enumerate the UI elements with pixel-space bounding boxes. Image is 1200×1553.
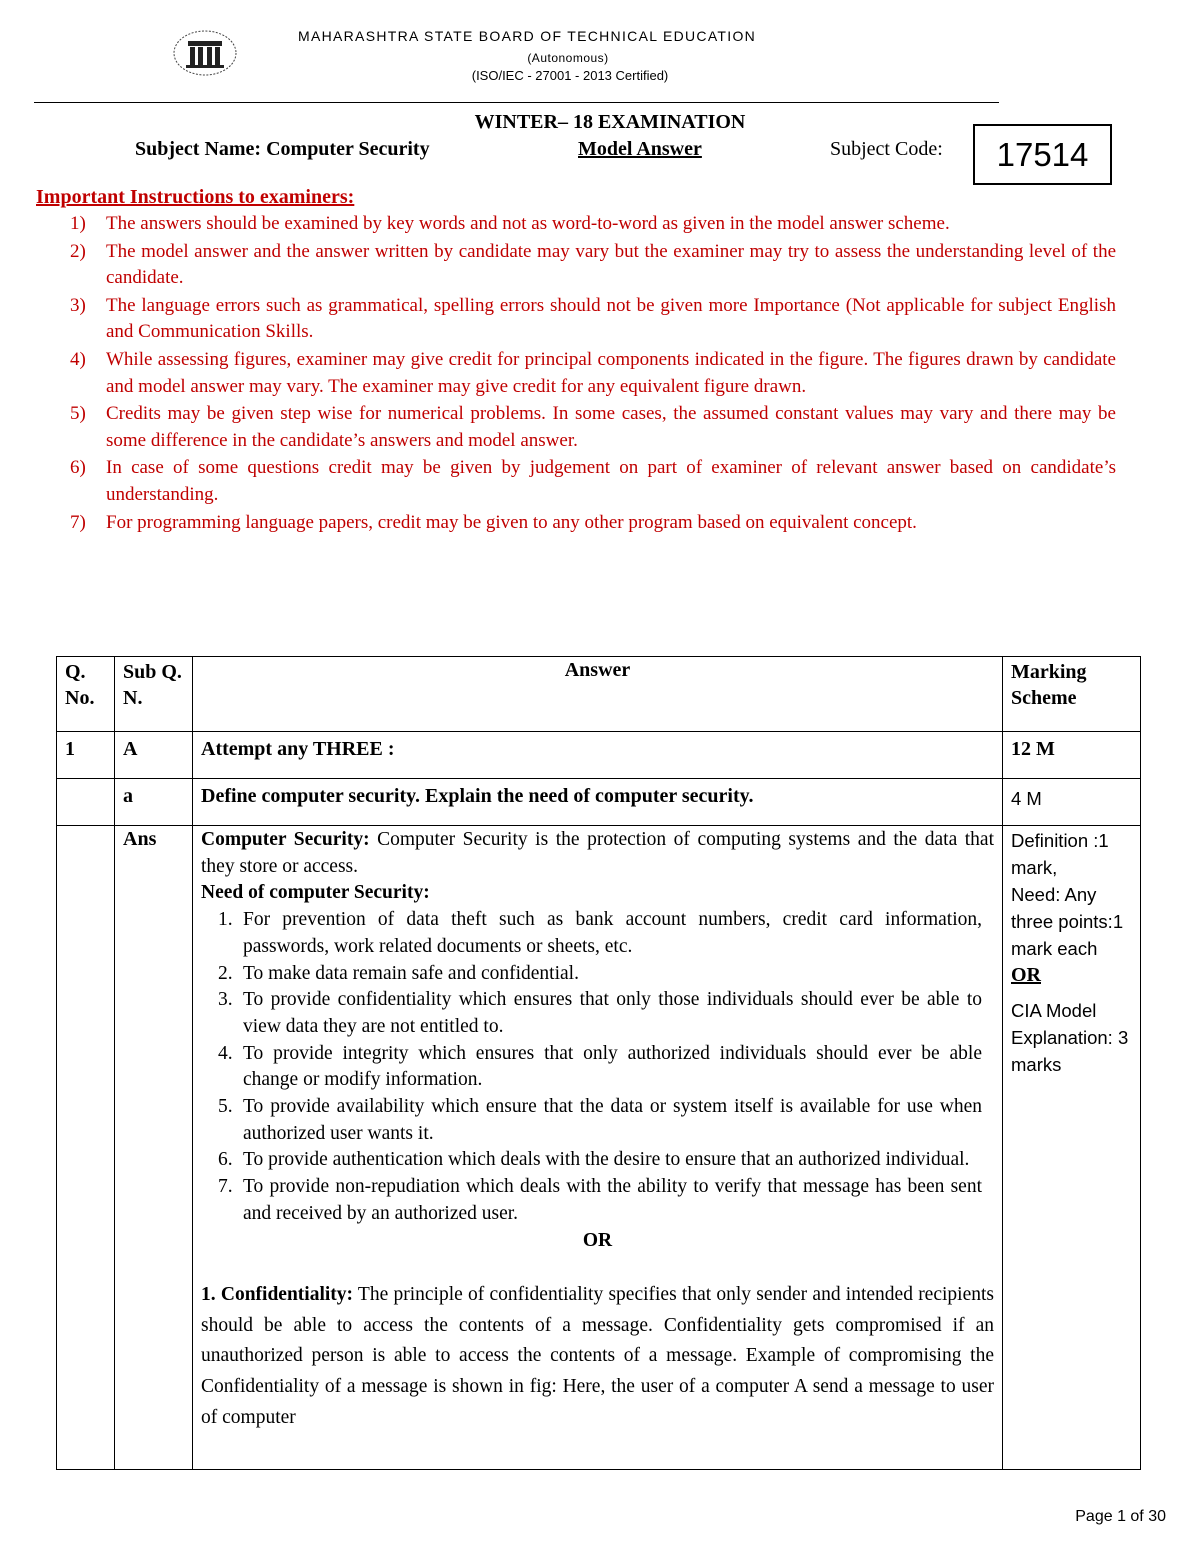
- subject-code-label: Subject Code:: [830, 138, 943, 160]
- instruction-number: 2): [70, 240, 86, 262]
- row-subqn: a: [115, 779, 193, 826]
- instruction-number: 6): [70, 457, 86, 479]
- instruction-text: The model answer and the answer written by candidate may vary but the examiner may try to assess the understanding level of the candidate.: [106, 240, 1116, 289]
- list-item: [201, 1094, 982, 1147]
- table-row: [57, 826, 1141, 1470]
- header-answer: Answer: [193, 657, 1003, 732]
- item-text: For prevention of data theft such as bank account numbers, credit card information, passwords, work related documents or sheets, etc.: [243, 909, 982, 957]
- list-item: [201, 907, 982, 960]
- instruction-item: [36, 510, 1116, 537]
- table-header-row: [57, 657, 1141, 732]
- msbte-logo: [172, 28, 238, 78]
- board-name: MAHARASHTRA STATE BOARD OF TECHNICAL EDUCATION: [298, 28, 757, 44]
- row-answer: Define computer security. Explain the need of computer security.: [193, 779, 1003, 826]
- list-item: [201, 987, 982, 1040]
- row-subqn: A: [115, 732, 193, 779]
- answer-table: [56, 656, 1141, 1470]
- item-text: To provide confidentiality which ensures that only those individuals should ever be able to view data they are not entitled to.: [243, 989, 982, 1037]
- item-text: To provide integrity which ensures that only authorized individuals should ever be able change or modify information.: [243, 1042, 982, 1091]
- iso-certification: (ISO/IEC - 27001 - 2013 Certified): [471, 68, 669, 83]
- instruction-text: The answers should be examined by key words and not as word-to-word as given in the model answer scheme.: [106, 213, 950, 234]
- definition-paragraph: [201, 827, 994, 880]
- or-separator: OR: [582, 1229, 613, 1251]
- instruction-number: 1): [70, 213, 86, 234]
- instruction-number: 3): [70, 294, 86, 316]
- subject-code-box: 17514: [973, 124, 1112, 185]
- spacer: [201, 1254, 994, 1280]
- instruction-item: [36, 455, 1116, 508]
- marking-need: Need: Any three points:1 mark each: [1011, 884, 1124, 959]
- subject-name: Subject Name: Computer Security: [135, 138, 430, 160]
- need-list: [201, 907, 994, 1227]
- item-text: To make data remain safe and confidential.: [243, 962, 579, 984]
- header-qno: Q. No.: [57, 657, 115, 732]
- marking-cia: CIA Model Explanation: 3 marks: [1011, 1000, 1129, 1075]
- list-item: [201, 1174, 982, 1227]
- header-marking: Marking Scheme: [1003, 657, 1141, 732]
- instruction-number: 5): [70, 403, 86, 425]
- instructions-list: [36, 211, 1116, 537]
- marking-or: OR: [1011, 964, 1041, 986]
- row-marks: 4 M: [1003, 779, 1141, 826]
- instruction-number: 4): [70, 349, 86, 371]
- autonomous-label: (Autonomous): [527, 51, 609, 65]
- need-heading: Need of computer Security:: [201, 882, 430, 904]
- instruction-item: [36, 211, 1116, 238]
- page-number: Page 1 of 30: [1075, 1508, 1166, 1525]
- instruction-text: While assessing figures, examiner may give credit for principal components indicated in the figure. The figures drawn by candidate and model answer may vary. The examiner may give credit for any equivalent figure drawn.: [106, 349, 1116, 397]
- item-text: To provide non-repudiation which deals with the ability to verify that message has been sent and received by an authorized user.: [243, 1176, 982, 1224]
- answer-body: [193, 826, 1003, 1470]
- header-subqn: Sub Q. N.: [115, 657, 193, 732]
- confidentiality-label: 1. Confidentiality:: [201, 1284, 354, 1306]
- item-number: 6.: [218, 1149, 233, 1171]
- marking-definition: Definition :1 mark,: [1011, 830, 1109, 878]
- confidentiality-text: The principle of confidentiality specifies that only sender and intended recipients should be able to access the contents of a message. Confidentiality gets compromised if an unauthorized person is able to access the contents of a message. Example of compromising the Confidentiality of a message is shown in fig: Here, the user of a computer A send a message to user of computer: [201, 1284, 994, 1428]
- instruction-text: In case of some questions credit may be given by judgement on part of examiner of relevant answer based on candidate’s understanding.: [106, 457, 1116, 505]
- item-number: 1.: [218, 909, 233, 931]
- table-row: [57, 732, 1141, 779]
- list-item: [201, 1147, 982, 1174]
- instruction-item: [36, 293, 1116, 346]
- exam-title: WINTER– 18 EXAMINATION: [474, 111, 746, 133]
- item-number: 2.: [218, 962, 233, 984]
- list-item: [201, 961, 982, 988]
- row-qno: [57, 826, 115, 1470]
- instruction-number: 7): [70, 511, 86, 533]
- item-text: To provide availability which ensure that the data or system itself is available for use when authorized user wants it.: [243, 1096, 982, 1144]
- model-answer-label: Model Answer: [578, 138, 702, 160]
- instructions-heading: Important Instructions to examiners:: [36, 186, 355, 208]
- item-number: 3.: [218, 989, 233, 1011]
- instruction-text: Credits may be given step wise for numerical problems. In some cases, the assumed constant values may vary and there may be some difference in the candidate’s answers and model answer.: [106, 403, 1116, 451]
- row-answer: Attempt any THREE :: [193, 732, 1003, 779]
- row-subqn: Ans: [115, 826, 193, 1470]
- header-divider: [34, 102, 999, 103]
- instruction-item: [36, 347, 1116, 400]
- row-qno: 1: [57, 732, 115, 779]
- instruction-text: The language errors such as grammatical, spelling errors should not be given more Importance (Not applicable for subject English and Communication Skills.: [106, 294, 1116, 343]
- instruction-text: For programming language papers, credit may be given to any other program based on equivalent concept.: [106, 511, 917, 533]
- marking-scheme: [1003, 826, 1141, 1470]
- item-text: To provide authentication which deals with the desire to ensure that an authorized individual.: [243, 1149, 970, 1171]
- row-marks: 12 M: [1003, 732, 1141, 779]
- row-qno: [57, 779, 115, 826]
- instruction-item: [36, 401, 1116, 454]
- item-number: 7.: [218, 1176, 233, 1198]
- list-item: [201, 1041, 982, 1094]
- item-number: 5.: [218, 1096, 233, 1118]
- confidentiality-paragraph: [201, 1280, 994, 1433]
- table-row: [57, 779, 1141, 826]
- definition-text: Computer Security is the protection of computing systems and the data that they store or access.: [201, 829, 995, 877]
- item-number: 4.: [218, 1042, 233, 1064]
- definition-label: Computer Security:: [201, 829, 370, 850]
- instruction-item: [36, 239, 1116, 292]
